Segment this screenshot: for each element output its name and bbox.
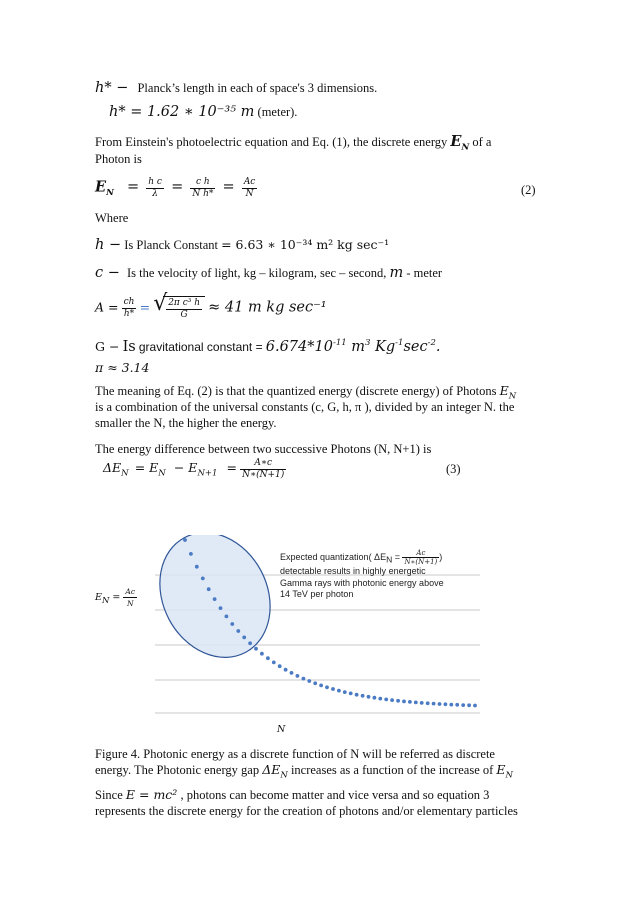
c-text: Is the velocity of light, kg – kilogram, sec – second, <box>127 266 387 280</box>
scatter-point <box>444 702 448 706</box>
einstein-text: From Einstein's photoelectric equation and Eq. (1), the discrete energy <box>95 135 448 149</box>
scatter-point <box>278 664 282 668</box>
scatter-point <box>201 577 205 581</box>
h-star-value: h* = 1.62 ∗ 10⁻³⁵ m <box>109 104 255 120</box>
scatter-point <box>414 701 418 705</box>
g-text: gravitational constant = <box>138 339 263 354</box>
since-line2: represents the discrete energy for the creation of photons and/or elementary particles <box>95 804 518 818</box>
scatter-point <box>408 700 412 704</box>
scatter-point <box>225 615 229 619</box>
g-symbol: G − <box>95 338 120 354</box>
meaning-line2: is a combination of the universal constants (c, G, h, π ), divided by an integer N. the <box>95 400 515 414</box>
eq2-lhs-sub: N <box>106 187 114 198</box>
meaning-line3: smaller the N, the higher the energy. <box>95 416 277 430</box>
scatter-point <box>461 703 465 707</box>
quantization-ellipse <box>155 535 291 677</box>
scatter-point <box>254 647 258 651</box>
scatter-point <box>467 703 471 707</box>
gravitational-constant-definition: G − Is gravitational constant = $6.674*10^{-11}$ $m^3$ $Kg^{-1}\sec^{-2}$. <box>95 338 441 355</box>
eq2-fraction-3: $\frac{Ac}{N}$ <box>243 177 256 199</box>
scatter-point <box>302 677 306 681</box>
eq2-fraction-2: $\frac{\text{c h}}{\text{N h*}}$ <box>192 177 214 199</box>
scatter-point <box>189 552 193 556</box>
meaning-en-symbol: E <box>499 383 509 398</box>
equation-3: $\Delta E_N = E_N - E_{N+1}$ = $\frac{A∗c}{N∗(N+1)}$ <box>103 458 285 480</box>
scatter-point <box>219 606 223 610</box>
scatter-point <box>266 656 270 660</box>
planck-constant-definition <box>95 237 389 253</box>
scatter-point <box>449 703 453 707</box>
scatter-point <box>319 684 323 688</box>
scatter-point <box>272 661 276 665</box>
scatter-point <box>355 693 359 697</box>
a-fraction: $\frac{ch}{h*}$ <box>123 297 135 319</box>
since-line1: Since E = mc² , photons can become matter and vice versa and so equation 3 <box>95 787 490 802</box>
a-sqrt: √ $\frac{\text{2π c³ h}}{G}$ <box>153 296 205 321</box>
scatter-point <box>307 679 311 683</box>
where-label: Where <box>95 211 129 225</box>
scatter-point <box>213 597 217 601</box>
meaning-line1: The meaning of Eq. (2) is that the quantized energy (discrete energy) of Photons $E_N$ <box>95 383 517 402</box>
scatter-point <box>337 689 341 693</box>
figure-y-label: $E_N$ = $\frac{Ac}{N}$ <box>95 587 136 608</box>
h-star-symbol: h* − <box>95 80 129 96</box>
en-subscript: N <box>461 142 470 153</box>
scatter-point <box>420 701 424 705</box>
eq2-lhs: E <box>95 178 107 196</box>
scatter-point <box>284 668 288 672</box>
light-velocity-definition <box>95 265 442 281</box>
m-text: - meter <box>406 266 443 280</box>
h-value: = 6.63 ∗ 10⁻³⁴ m² kg sec⁻¹ <box>221 237 390 252</box>
c-symbol: c − <box>95 265 120 281</box>
scatter-point <box>290 671 294 675</box>
g-value: 6.674*10 <box>265 338 333 355</box>
scatter-point <box>438 702 442 706</box>
h-symbol: h − <box>95 237 122 253</box>
figure-x-label: N <box>277 724 286 735</box>
h-star-description: Planck’s length in each of space's 3 dimensions. <box>137 81 378 95</box>
scatter-point <box>432 702 436 706</box>
scatter-point <box>396 699 400 703</box>
scatter-point <box>378 697 382 701</box>
scatter-point <box>236 629 240 633</box>
einstein-paragraph-line1 <box>95 134 491 156</box>
scatter-point <box>367 695 371 699</box>
eq3-number: (3) <box>446 462 461 476</box>
scatter-point <box>373 696 377 700</box>
scatter-point <box>195 565 199 569</box>
a-lhs: A = <box>95 299 119 315</box>
scatter-point <box>207 587 211 591</box>
energy-difference-text: The energy difference between two successive Photons (N, N+1) is <box>95 442 432 456</box>
einstein-text-end: of a <box>472 135 492 149</box>
scatter-point <box>248 641 252 645</box>
scatter-point <box>260 652 264 656</box>
scatter-point <box>361 694 365 698</box>
g-is: Is <box>122 338 136 355</box>
en-symbol: E <box>450 133 462 150</box>
scatter-point <box>473 704 477 708</box>
scatter-point <box>426 701 430 705</box>
scatter-point <box>230 622 234 626</box>
scatter-point <box>331 687 335 691</box>
scatter-point <box>242 636 246 640</box>
h-star-unit: (meter). <box>257 105 298 119</box>
equation-2: $E_N$ = $\frac{\text{h c}}{\lambda}$ = $\frac{\text{c h}}{\text{N h*}}$ = $\frac{Ac}{N}$ <box>95 177 256 199</box>
figure-caption-line2: energy. The Photonic energy gap $\Delta E_N$ increases as a function of the increase of $E_N$ <box>95 762 513 781</box>
a-value: ≈ 41 m kg sec⁻¹ <box>208 299 327 316</box>
a-constant-definition: A = $\frac{ch}{h*}$ = √ $\frac{\text{2π c³ h}}{G}$ ≈ 41 m kg sec⁻¹ <box>95 291 327 320</box>
pi-definition: π ≈ 3.14 <box>95 360 150 375</box>
scatter-point <box>402 700 406 704</box>
scatter-point <box>349 692 353 696</box>
scatter-point <box>455 703 459 707</box>
eq3-fraction: $\frac{A∗c}{N∗(N+1)}$ <box>242 458 285 480</box>
figure-annotation: Expected quantization( $\Delta E_N$ = $\frac{Ac}{N∗(N+1)}$ ) detectable results in highly energetic Gamma rays with photonic energy above 14 TeV per photon <box>280 549 444 600</box>
h-star-equation <box>109 104 297 120</box>
m-symbol: m <box>389 265 404 281</box>
scatter-point <box>390 698 394 702</box>
eq2-number: (2) <box>521 183 536 197</box>
h-star-definition <box>95 80 377 96</box>
h-text: Is Planck Constant <box>124 238 218 252</box>
meaning-text: The meaning of Eq. (2) is that the quantized energy (discrete energy) of Photons <box>95 384 497 398</box>
eq2-fraction-1: $\frac{\text{h c}}{\lambda}$ <box>148 177 162 199</box>
scatter-point <box>343 690 347 694</box>
scatter-point <box>296 674 300 678</box>
scatter-point <box>384 698 388 702</box>
figure-caption-line1: Figure 4. Photonic energy as a discrete function of N will be referred as discrete <box>95 747 495 761</box>
scatter-point <box>325 685 329 689</box>
scatter-point <box>183 538 187 542</box>
scatter-point <box>313 681 317 685</box>
einstein-paragraph-line2: Photon is <box>95 152 142 166</box>
